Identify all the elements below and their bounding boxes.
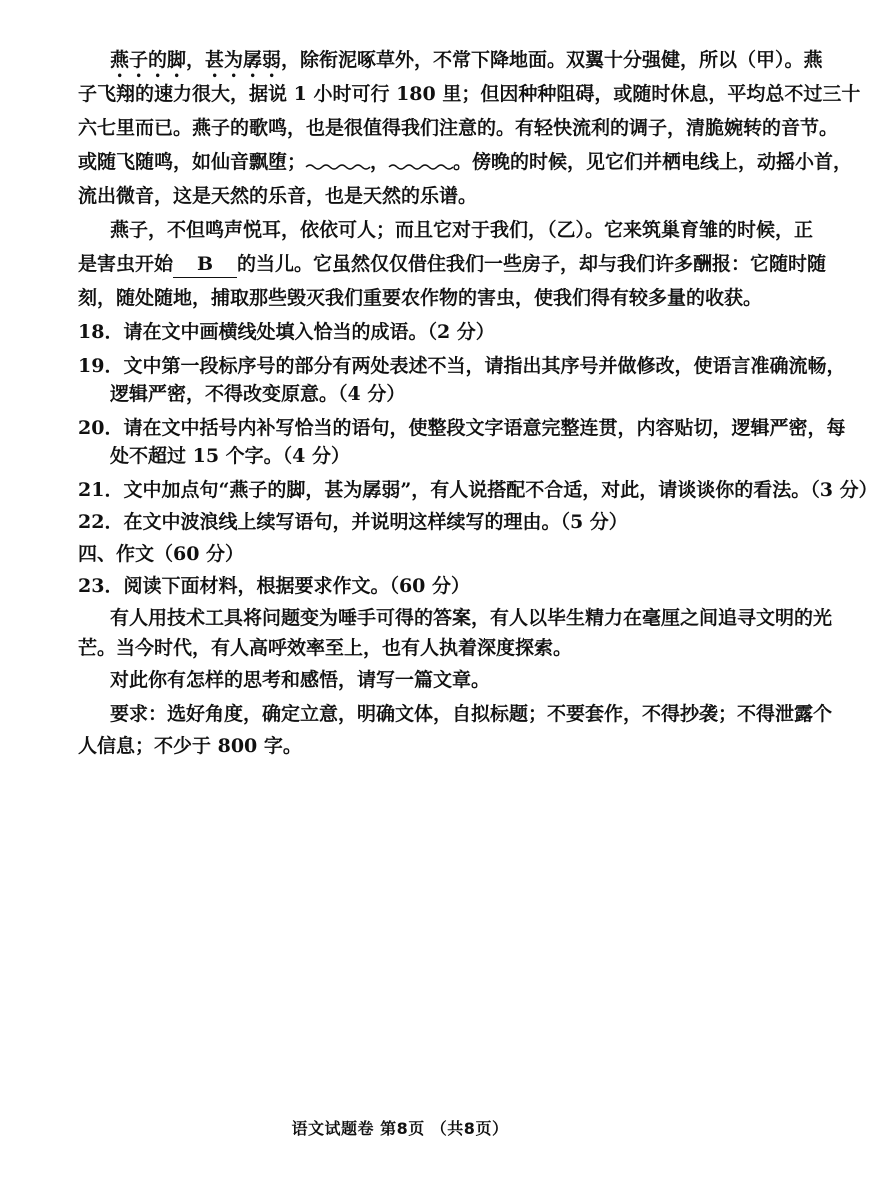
passage-line: 流出微音，这是天然的乐音，也是天然的乐谱。 [78,185,478,207]
requirements-line: 人信息；不少于 800 字。 [78,735,302,757]
passage-line [78,248,827,280]
question-19-cont: 逻辑严密，不得改变原意。（4 分） [110,383,406,405]
requirements-line: 要求：选好角度，确定立意，明确文体，自拟标题；不要套作，不得抄袭；不得泄露个 [110,703,833,725]
question-23: 23．阅读下面材料，根据要求作文。（60 分） [78,575,470,597]
question-20-cont: 处不超过 15 个字。（4 分） [110,445,351,467]
question-20: 20．请在文中括号内补写恰当的语句，使整段文字语意完整连贯，内容贴切，逻辑严密，每 [78,417,846,439]
section-heading: 四、作文（60 分） [78,543,245,565]
material-line: 芒。当今时代，有人高呼效率至上，也有人执着深度探索。 [78,637,573,659]
passage-text: 是害虫开始 [78,253,174,275]
question-18: 18．请在文中画横线处填入恰当的成语。（2 分） [78,321,495,343]
page-footer: 语文试题卷 第8页 （共8页） [291,1119,509,1138]
material-line: 有人用技术工具将问题变为唾手可得的答案，有人以毕生精力在毫厘之间追寻文明的光 [110,607,833,629]
passage-line: 燕子，不但鸣声悦耳，依依可人；而且它对于我们，（乙）。它来筑巢育雏的时候，正 [110,219,814,241]
passage-line: 子飞翔的速力很大，据说 1 小时可行 180 里；但因种种阻碍，或随时休息，平均总不过三十 [78,83,861,105]
question-21: 21．文中加点句“燕子的脚，甚为孱弱”，有人说搭配不合适，对此，请谈谈你的看法。（3 分） [78,479,878,501]
material-line: 对此你有怎样的思考和感悟，请写一篇文章。 [110,669,491,691]
dotted-sentence: 燕子的脚，甚为孱弱 [110,49,282,71]
passage-text: 。傍晚的时候，见它们并栖电线上，动摇小首， [453,151,853,173]
underline-blank-b: B [173,251,237,278]
passage-text: 的当儿。它虽然仅仅借住我们一些房子，却与我们许多酬报：它随时随 [237,253,827,275]
passage-line: 刻，随处随地，捕取那些毁灭我们重要农作物的害虫，使我们得有较多量的收获。 [78,287,763,309]
wavy-blank-1 [306,149,370,171]
wavy-blank-2 [389,149,453,171]
question-22: 22．在文中波浪线上续写语句，并说明这样续写的理由。（5 分） [78,511,628,533]
passage-text: ， [370,151,390,173]
question-19: 19．文中第一段标序号的部分有两处表述不当，请指出其序号并做修改，使语言准确流畅， [78,355,846,377]
passage-line [78,146,853,178]
passage-line: 六七里而已。燕子的歌鸣，也是很值得我们注意的。有轻快流利的调子，清脆婉转的音节。 [78,117,839,139]
passage-text: ，除衔泥啄草外，不常下降地面。双翼十分强健，所以（甲）。燕 [281,49,823,71]
passage-line [110,44,823,82]
passage-text: 或随飞随鸣，如仙音飘堕； [78,151,307,173]
